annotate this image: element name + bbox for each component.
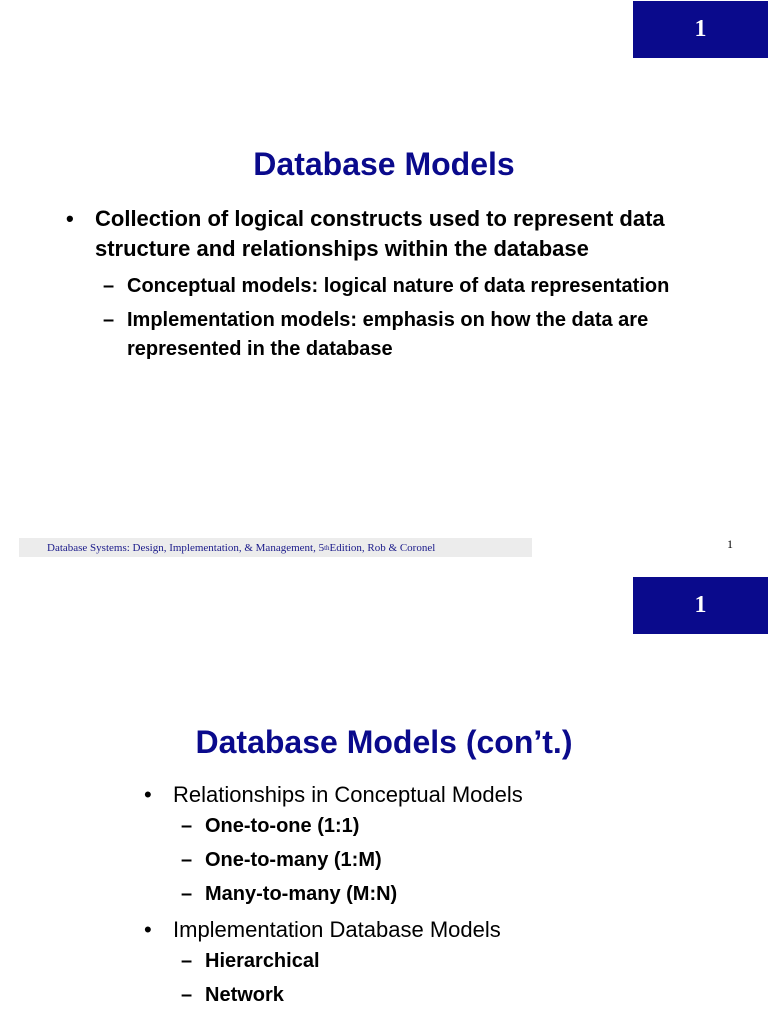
slide-2 <box>0 576 768 1024</box>
slide-title: Database Models (con’t.) <box>195 724 573 760</box>
sub-item <box>181 947 740 976</box>
sub-item-text: Implementation models: emphasis on how the data are represented in the database <box>127 309 649 360</box>
sub-item-text: Conceptual models: logical nature of data representation <box>127 275 670 297</box>
dash-marker: – <box>181 984 193 1006</box>
bullet-marker: • <box>144 782 152 807</box>
bullet-text: Collection of logical constructs used to represent data structure and relationships within the database <box>95 206 665 261</box>
bullet-marker: • <box>66 206 74 231</box>
dash-marker: – <box>181 950 193 972</box>
bullet-marker: • <box>144 917 152 942</box>
bullet-text: Relationships in Conceptual Models <box>173 782 523 807</box>
sub-item-text: Hierarchical <box>205 950 320 972</box>
bullet-list <box>140 780 740 1016</box>
sub-item <box>181 812 740 841</box>
footer-text-end: Edition, Rob & Coronel <box>329 541 436 554</box>
page-number: 1 <box>727 537 733 551</box>
sub-item-text: One-to-many (1:M) <box>205 849 382 871</box>
sub-item <box>181 880 740 909</box>
sub-item <box>103 272 722 301</box>
sub-list <box>181 812 740 909</box>
bullet-text: Implementation Database Models <box>173 917 501 942</box>
dash-marker: – <box>181 883 193 905</box>
chapter-badge: 1 <box>633 577 768 634</box>
dash-marker: – <box>181 849 193 871</box>
sub-item <box>103 306 722 364</box>
dash-marker: – <box>103 309 115 331</box>
dash-marker: – <box>181 815 193 837</box>
bullet-item <box>140 915 740 1010</box>
sub-item <box>181 981 740 1010</box>
footer-citation <box>19 538 532 557</box>
chapter-badge: 1 <box>633 1 768 58</box>
sub-list <box>181 947 740 1010</box>
bullet-list <box>62 204 722 369</box>
dash-marker: – <box>103 275 115 297</box>
footer-superscript: th <box>324 543 330 552</box>
footer-text: Database Systems: Design, Implementation, & Management, 5 <box>47 541 325 554</box>
sub-item-text: Network <box>205 984 284 1006</box>
bullet-item <box>140 780 740 909</box>
bullet-item <box>62 204 722 364</box>
slide-title: Database Models <box>253 146 515 182</box>
sub-item <box>181 846 740 875</box>
sub-list <box>103 272 722 364</box>
sub-item-text: One-to-one (1:1) <box>205 815 360 837</box>
sub-item-text: Many-to-many (M:N) <box>205 883 398 905</box>
